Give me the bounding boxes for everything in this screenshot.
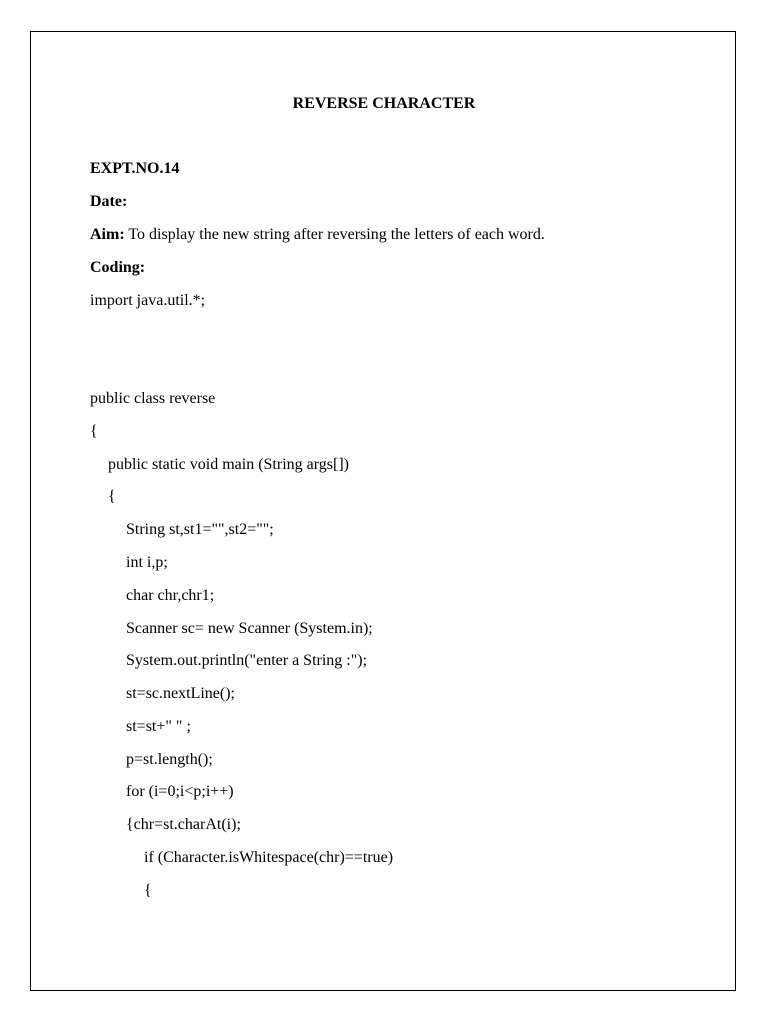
- code-line: import java.util.*;: [90, 292, 206, 309]
- code-line: if (Character.isWhitespace(chr)==true): [144, 849, 394, 866]
- code-line: Scanner sc= new Scanner (System.in);: [126, 620, 373, 637]
- aim-line: [90, 225, 545, 245]
- code-line: int i,p;: [126, 554, 168, 571]
- code-line: {chr=st.charAt(i);: [126, 816, 241, 833]
- aim-text: To display the new string after reversing the letters of each word.: [124, 226, 545, 243]
- code-line: public class reverse: [90, 390, 216, 407]
- code-line: {: [90, 423, 98, 440]
- code-line: st=sc.nextLine();: [126, 685, 235, 702]
- experiment-number: EXPT.NO.14: [90, 160, 180, 177]
- code-line: p=st.length();: [126, 751, 213, 768]
- code-line: st=st+" " ;: [126, 718, 191, 735]
- date-label: Date:: [90, 193, 128, 210]
- code-line: for (i=0;i<p;i++): [126, 783, 234, 800]
- coding-label: Coding:: [90, 259, 146, 276]
- code-line: public static void main (String args[]): [108, 456, 349, 473]
- code-line: {: [108, 488, 116, 505]
- code-line: String st,st1="",st2="";: [126, 521, 274, 538]
- code-line: {: [144, 882, 152, 899]
- aim-label: Aim:: [90, 226, 125, 243]
- document-title: REVERSE CHARACTER: [292, 95, 476, 112]
- code-line: System.out.println("enter a String :");: [126, 652, 368, 669]
- code-line: char chr,chr1;: [126, 587, 215, 604]
